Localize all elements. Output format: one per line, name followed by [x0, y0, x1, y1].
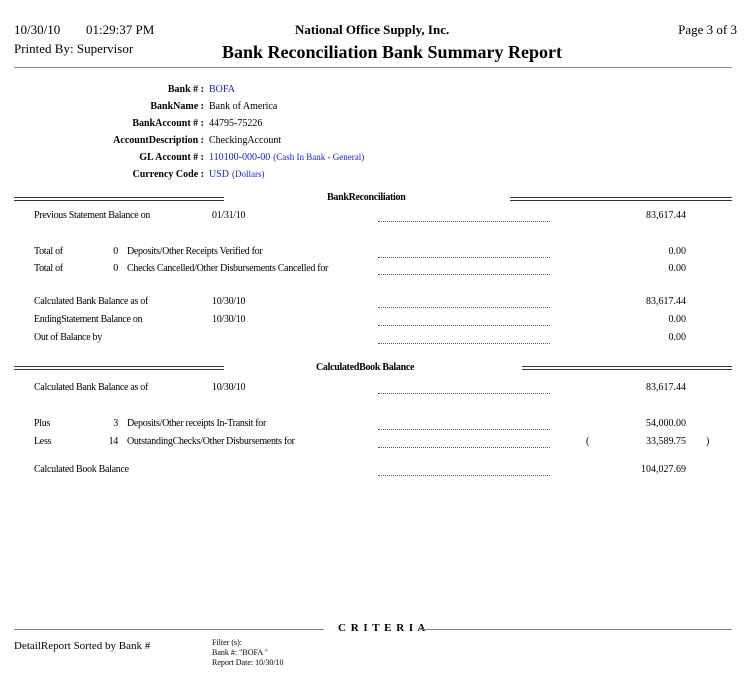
section-title-book-balance: CalculatedBook Balance [316, 362, 415, 373]
row-amount: 104,027.69 [641, 464, 686, 475]
row-amount: 0.00 [668, 332, 686, 343]
value-text: CheckingAccount [209, 135, 282, 146]
bank-field-value [209, 152, 364, 163]
divider [510, 197, 732, 201]
row-date: 10/30/10 [212, 314, 246, 325]
row-amount: 0.00 [668, 314, 686, 325]
row-amount: 83,617.44 [646, 296, 686, 307]
dot-leader [378, 307, 550, 308]
close-paren: ) [706, 436, 710, 447]
row-label: Out of Balance by [34, 332, 102, 343]
row-amount: 0.00 [668, 263, 686, 274]
criteria-divider [420, 629, 732, 630]
filter-label: Filter (s): [212, 638, 242, 647]
row-description: Deposits/Other Receipts Verified for [127, 246, 263, 257]
row-label: Total of [34, 263, 63, 274]
dot-leader [378, 447, 550, 448]
row-amount: 0.00 [668, 246, 686, 257]
row-amount: 33,589.75 [646, 436, 686, 447]
row-amount: 83,617.44 [646, 210, 686, 221]
row-label: Plus [34, 418, 51, 429]
report-title: Bank Reconciliation Bank Summary Report [222, 42, 563, 62]
page-number: Page 3 of 3 [678, 22, 737, 37]
company-name: National Office Supply, Inc. [295, 22, 450, 37]
value-text: Bank of America [209, 101, 278, 112]
divider [14, 197, 224, 201]
row-date: 10/30/10 [212, 296, 246, 307]
row-description: Checks Cancelled/Other Disbursements Cancelled for [127, 263, 329, 274]
value-text: 44795-75226 [209, 118, 263, 129]
row-label: Total of [34, 246, 63, 257]
criteria-divider [14, 629, 324, 630]
bank-field-label: GL Account # : [139, 152, 204, 163]
row-label: Calculated Bank Balance as of [34, 296, 149, 307]
criteria-title: C R I T E R I A [338, 622, 427, 634]
value-text: USD [209, 169, 230, 180]
value-detail: (Dollars) [232, 169, 265, 179]
bank-field-label: BankAccount # : [132, 118, 204, 129]
row-date: 10/30/10 [212, 382, 246, 393]
row-amount: 83,617.44 [646, 382, 686, 393]
dot-leader [378, 325, 550, 326]
section-title-bank-reconciliation: BankReconciliation [327, 192, 406, 203]
row-label: Calculated Bank Balance as of [34, 382, 149, 393]
dot-leader [378, 274, 550, 275]
dot-leader [378, 343, 550, 344]
row-label: Calculated Book Balance [34, 464, 129, 475]
open-paren: ( [586, 436, 590, 447]
dot-leader [378, 429, 550, 430]
bank-field-value [209, 135, 281, 146]
sort-description: DetailReport Sorted by Bank # [14, 640, 151, 652]
value-text: BOFA [209, 84, 235, 95]
bank-field-value [209, 118, 262, 129]
dot-leader [378, 221, 550, 222]
bank-field-label: Currency Code : [132, 169, 204, 180]
print-time: 01:29:37 PM [86, 22, 155, 37]
print-date: 10/30/10 [14, 22, 61, 37]
row-count: 0 [113, 246, 118, 257]
dot-leader [378, 475, 550, 476]
bank-field-label: Bank # : [167, 84, 204, 95]
bank-field-value [209, 84, 235, 95]
row-count: 3 [113, 418, 118, 429]
dot-leader [378, 257, 550, 258]
row-label: Less [34, 436, 52, 447]
value-detail: (Cash In Bank - General) [273, 152, 365, 162]
bank-field-value [209, 101, 277, 112]
bank-field-label: BankName : [150, 101, 204, 112]
header-divider [14, 67, 732, 68]
divider [14, 366, 224, 370]
row-amount: 54,000.00 [646, 418, 686, 429]
bank-field-value [209, 169, 265, 180]
value-text: 110100-000-00 [209, 152, 271, 163]
row-label: EndingStatement Balance on [34, 314, 143, 325]
row-label: Previous Statement Balance on [34, 210, 150, 221]
row-count: 0 [113, 263, 118, 274]
filter-bank: Bank #: "BOFA " [212, 648, 268, 657]
row-description: OutstandingChecks/Other Disbursements for [127, 436, 295, 447]
row-description: Deposits/Other receipts In-Transit for [127, 418, 267, 429]
row-count: 14 [108, 436, 118, 447]
divider [522, 366, 732, 370]
filter-date: Report Date: 10/30/10 [212, 658, 284, 667]
row-date: 01/31/10 [212, 210, 246, 221]
dot-leader [378, 393, 550, 394]
printed-by: Printed By: Supervisor [14, 41, 134, 56]
bank-field-label: AccountDescription : [113, 135, 204, 146]
